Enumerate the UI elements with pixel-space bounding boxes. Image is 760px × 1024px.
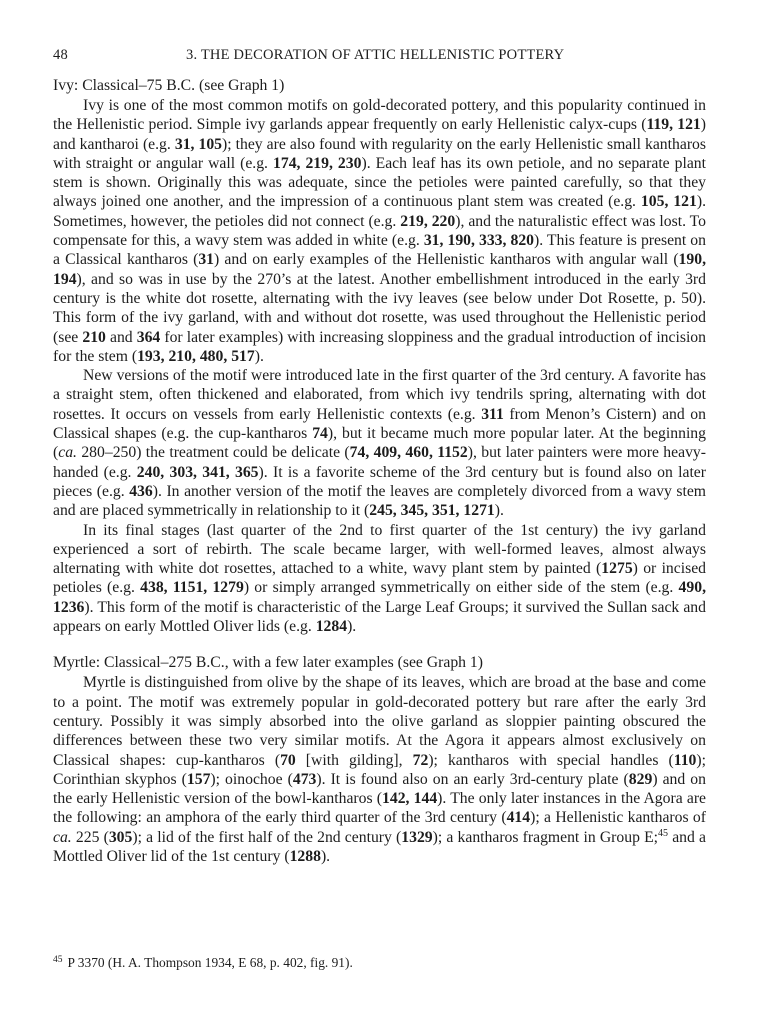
catalog-ref: 31, 190, 333, 820 <box>423 232 535 250</box>
myrtle-paragraph-1: Myrtle is distinguished from olive by the shape of its leaves, which are broad at the base and come to a point. The motif was extremely popular in gold-decorated pottery but rare after the early 3rd century. Possibly it was simply absorbed into the olive garland as sloppier painting obscured the differences between these two very similar motifs. At the Agora it appears almost exclusively on Classical shapes: cup-kantharos (70 [with gilding], 72); kantharos with special handles (110); Corinthian skyphos (157); oinochoe (473). It is found also on an early 3rd-century plate (829) and on the early Hellenistic version of the bowl-kantharos (142, 144). The only later instances in the Agora are the following: an amphora of the early third quarter of the 3rd century (414); a Hellenistic kantharos of ca. 225 (305); a lid of the first half of the 2nd century (1329); a kantharos fragment in Group E;$^{45}$ and a Mottled Oliver lid of the 1st century (1288). <box>53 674 707 865</box>
section-heading-myrtle <box>53 653 706 673</box>
catalog-ref: 142, 144 <box>382 790 438 808</box>
catalog-ref: 119, 121 <box>646 116 701 134</box>
catalog-ref: 70 <box>280 751 296 769</box>
catalog-ref: 190, 194 <box>53 251 706 288</box>
catalog-ref: 72 <box>412 751 429 769</box>
catalog-ref: 490, 1236 <box>53 579 706 616</box>
catalog-ref: 1284 <box>315 618 348 636</box>
heading-ivy-start: Ivy: Classical–75 <box>53 77 167 94</box>
catalog-ref: 193, 210, 480, 517 <box>137 347 255 365</box>
catalog-ref: 364 <box>136 328 161 346</box>
ivy-paragraph-2: New versions of the motif were introduced late in the first quarter of the 3rd century. A favorite has a straight stem, often thickened and elaborated, from which ivy tendrils spring, alternating with dot rosettes. It occurs on vessels from early Hellenistic contexts (e.g. 311 from Menon’s Cistern) and on Classical shapes (e.g. the cup-kantharos 74), but it became much more popular later. At the beginning (ca. 280–250) the treatment could be delicate (74, 409, 460, 1152), but later painters were more heavy-handed (e.g. 240, 303, 341, 365). It is a favorite scheme of the 3rd century but is found also on later pieces (e.g. 436). In another version of the motif the leaves are completely divorced from a wavy stem and are placed symmetrically in relationship to it (245, 345, 351, 1271). <box>53 367 706 520</box>
catalog-ref: 1329 <box>401 828 433 846</box>
catalog-ref: 219, 220 <box>400 212 456 230</box>
footnote-reference: 45 <box>658 827 669 839</box>
section-heading-ivy <box>53 76 706 96</box>
ivy-paragraph-3: In its final stages (last quarter of the 2nd to first quarter of the 1st century) the ivy garland experienced a sort of rebirth. The scale became larger, with well-formed leaves, almost always alternating with white dot rosettes, attached to a white, wavy plant stem by painted (1275) or incised petioles (e.g. 438, 1151, 1279) or simply arranged symmetrically on either side of the stem (e.g. 490, 1236). This form of the motif is characteristic of the Large Leaf Groups; it survived the Sullan sack and appears on early Mottled Oliver lids (e.g. 1284). <box>53 521 706 636</box>
heading-myrtle-start: Myrtle: Classical–275 <box>53 654 196 672</box>
heading-ivy-era: B.C. <box>166 77 196 94</box>
catalog-ref: 305 <box>108 828 133 846</box>
catalog-ref: 31 <box>198 251 215 269</box>
catalog-ref: 157 <box>186 770 211 788</box>
running-head <box>53 46 706 66</box>
catalog-ref: 240, 303, 341, 365 <box>136 463 259 481</box>
page-number: 48 <box>53 47 68 63</box>
catalog-ref: 74 <box>312 425 328 443</box>
ivy-paragraph-1: Ivy is one of the most common motifs on gold-decorated pottery, and this popularity continued in the Hellenistic period. Simple ivy garlands appear frequently on early Hellenistic calyx-cups (119, 121) and kantharoi (e.g. 31, 105); they are also found with regularity on the early Hellenistic small kantharos with straight or angular wall (e.g. 174, 219, 230). Each leaf has its own petiole, and no separate plant stem is shown. Originally this was adequate, since the petioles were painted carefully, so that they always joined one another, and the impression of a continuous plant stem was created (e.g. 105, 121). Sometimes, however, the petioles did not connect (e.g. 219, 220), and the naturalistic effect was lost. To compensate for this, a wavy stem was added in white (e.g. 31, 190, 333, 820). This feature is present on a Classical kantharos (31) and on early examples of the Hellenistic kantharos with angular wall (190, 194), and so was in use by the 270’s at the latest. Another embellishment introduced in the early 3rd century is the white dot rosette, alternating with the ivy leaves (see below under Dot Rosette, p. 50). This form of the ivy garland, with and without dot rosette, was used throughout the Hellenistic period (see 210 and 364 for later examples) with increasing sloppiness and the gradual introduction of incision for the stem (193, 210, 480, 517). <box>53 97 707 365</box>
heading-myrtle-end: , with a few later examples (see Graph 1) <box>224 654 484 672</box>
catalog-ref: 174, 219, 230 <box>273 154 362 172</box>
catalog-ref: 829 <box>628 770 653 788</box>
heading-ivy-end: (see Graph 1) <box>195 77 285 94</box>
footnote-number: 45 <box>53 954 63 965</box>
catalog-ref: 473 <box>292 770 317 788</box>
chapter-title: 3. THE DECORATION OF ATTIC HELLENISTIC POTTERY <box>186 47 565 63</box>
catalog-ref: 438, 1151, 1279 <box>140 579 244 597</box>
catalog-ref: 1288 <box>289 847 321 865</box>
catalog-ref: 110 <box>673 751 697 769</box>
catalog-ref: 436 <box>129 482 153 500</box>
catalog-ref: 245, 345, 351, 1271 <box>369 502 495 520</box>
footnote-text: P 3370 (H. A. Thompson 1934, E 68, p. 402, fig. 91). <box>67 955 353 970</box>
heading-myrtle-era: B.C. <box>195 654 225 672</box>
catalog-ref: 1275 <box>601 560 633 578</box>
italic-term: ca. <box>53 828 72 846</box>
footnote <box>53 954 353 971</box>
catalog-ref: 210 <box>82 328 106 346</box>
catalog-ref: 105, 121 <box>640 193 697 211</box>
catalog-ref: 74, 409, 460, 1152 <box>349 444 468 462</box>
section-gap <box>53 636 706 653</box>
italic-term: ca. <box>58 444 77 462</box>
catalog-ref: 31, 105 <box>174 135 223 153</box>
catalog-ref: 414 <box>506 809 531 827</box>
catalog-ref: 311 <box>481 405 504 423</box>
